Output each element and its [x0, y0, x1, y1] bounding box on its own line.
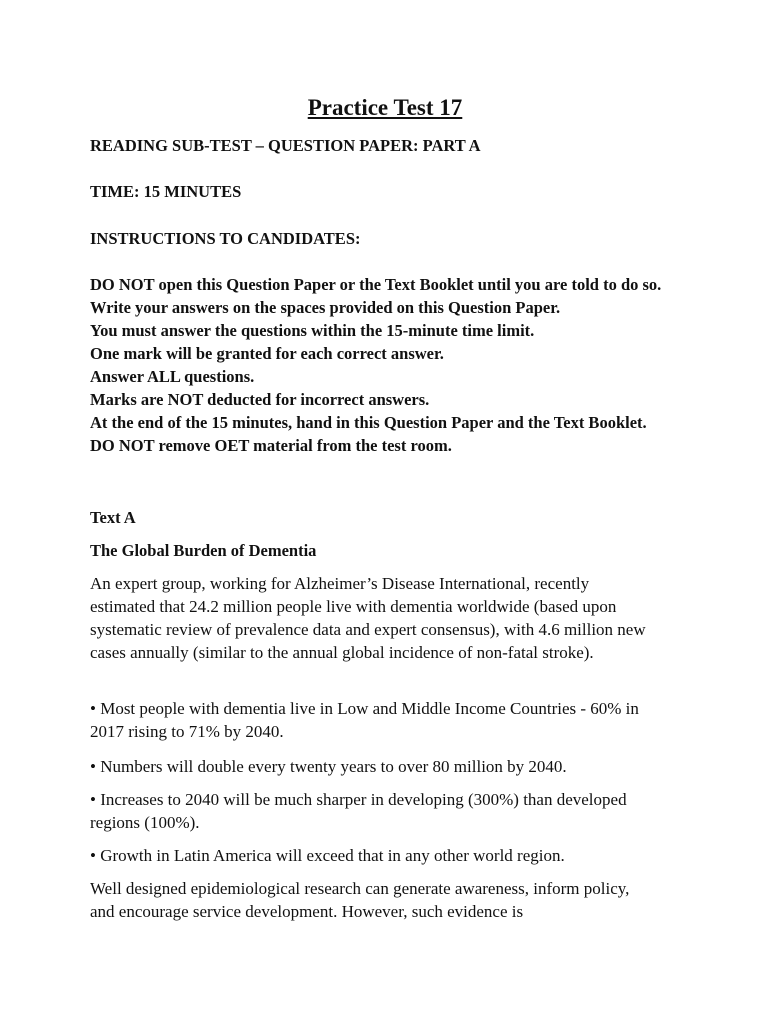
- instructions-list: [90, 273, 680, 457]
- subtest-heading: READING SUB-TEST – QUESTION PAPER: PART A: [90, 136, 481, 155]
- instructions-heading: INSTRUCTIONS TO CANDIDATES:: [90, 229, 361, 248]
- article-paragraph: An expert group, working for Alzheimer’s Disease International, recently estimated that 24.2 million people live with dementia worldwide (based upon systematic review of prevalence data and expert consensus), with 4.6 million new cases annually (similar to the annual global incidence of non-fatal stroke).: [90, 574, 646, 662]
- instruction-item: Marks are NOT deducted for incorrect answers.: [90, 390, 430, 409]
- bullet-item: • Increases to 2040 will be much sharper in developing (300%) than developed regions (100%).: [90, 790, 627, 832]
- instruction-item: Write your answers on the spaces provided on this Question Paper.: [90, 298, 561, 317]
- bullet-item: • Most people with dementia live in Low and Middle Income Countries - 60% in 2017 rising to 71% by 2040.: [90, 699, 639, 741]
- bullet-item: • Numbers will double every twenty years to over 80 million by 2040.: [90, 757, 567, 776]
- instruction-item: DO NOT open this Question Paper or the Text Booklet until you are told to do so.: [90, 275, 662, 294]
- article-paragraph: Well designed epidemiological research can generate awareness, inform policy, and encourage service development. However, such evidence is: [90, 879, 630, 921]
- time-heading: TIME: 15 MINUTES: [90, 182, 242, 201]
- bullet-item: • Growth in Latin America will exceed that in any other world region.: [90, 846, 565, 865]
- instruction-item: Answer ALL questions.: [90, 367, 255, 386]
- instruction-item: You must answer the questions within the 15-minute time limit.: [90, 321, 535, 340]
- text-label: Text A: [90, 508, 136, 527]
- document-title: Practice Test 17: [307, 95, 463, 120]
- instruction-item: At the end of the 15 minutes, hand in this Question Paper and the Text Booklet.: [90, 413, 647, 432]
- article-title: The Global Burden of Dementia: [90, 541, 317, 560]
- instruction-item: One mark will be granted for each correct answer.: [90, 344, 444, 363]
- instruction-item: DO NOT remove OET material from the test room.: [90, 436, 452, 455]
